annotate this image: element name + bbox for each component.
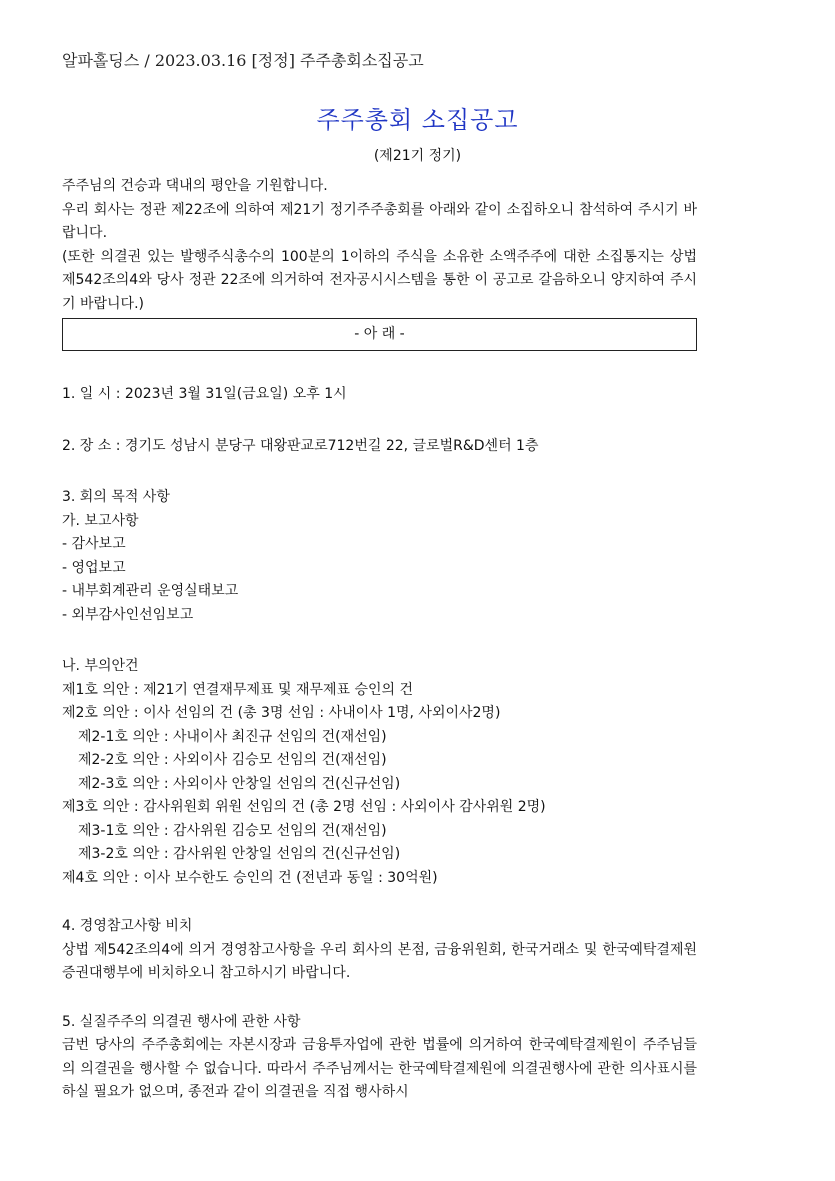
intro-notice: (또한 의결권 있는 발행주식총수의 100분의 1이하의 주식을 소유한 소액주주에 대한 소집통지는 상법 제542조의4와 당사 정관 22조에 의거하여 전자공시시스템을 통한 이 공고로 갈음하오니 양지하여 주시기 바랍니다.)	[62, 248, 697, 312]
page-title: 주주총회 소집공고	[316, 106, 519, 134]
section-heading: 4. 경영참고사항 비치	[62, 918, 193, 934]
meeting-location: 2. 장 소 : 경기도 성남시 분당구 대왕판교로712번길 22, 글로벌R&D센터 1층	[62, 437, 539, 454]
section-heading: 5. 실질주주의 의결권 행사에 관한 사항	[62, 1013, 301, 1030]
subsection-heading: 나. 부의안건	[62, 658, 139, 674]
agenda-subitem: 제3-1호 의안 : 감사위원 김승모 선임의 건(재선임)	[78, 822, 387, 839]
list-item: - 감사보고	[62, 536, 126, 552]
document-header: 알파홀딩스 / 2023.03.16 [정정] 주주총회소집공고	[62, 51, 424, 70]
intro-paragraph: 우리 회사는 정관 제22조에 의하여 제21기 정기주주총회를 아래와 같이 소집하오니 참석하여 주시기 바랍니다.	[62, 201, 697, 241]
page-subtitle: (제21기 정기)	[373, 148, 462, 164]
agenda-subitem: 제2-3호 의안 : 사외이사 안창일 선임의 건(신규선임)	[78, 775, 401, 792]
meeting-datetime: 1. 일 시 : 2023년 3월 31일(금요일) 오후 1시	[62, 386, 347, 402]
agenda-item: 제1호 의안 : 제21기 연결재무제표 및 재무제표 승인의 건	[62, 681, 414, 698]
list-item: - 내부회계관리 운영실태보고	[62, 583, 239, 599]
section-heading: 3. 회의 목적 사항	[62, 489, 170, 505]
list-item: - 영업보고	[62, 559, 126, 576]
agenda-item: 제2호 의안 : 이사 선임의 건 (총 3명 선임 : 사내이사 1명, 사외이사2명)	[62, 705, 501, 721]
agenda-item: 제4호 의안 : 이사 보수한도 승인의 건 (전년과 동일 : 30억원)	[62, 869, 438, 886]
agenda-subitem: 제2-1호 의안 : 사내이사 최진규 선임의 건(재선임)	[78, 728, 387, 745]
agenda-subitem: 제2-2호 의안 : 사외이사 김승모 선임의 건(재선임)	[78, 752, 387, 768]
section-body: 상법 제542조의4에 의거 경영참고사항을 우리 회사의 본점, 금융위원회, 한국거래소 및 한국예탁결제원 증권대행부에 비치하오니 참고하시기 바랍니다.	[62, 941, 697, 981]
section-body: 금번 당사의 주주총회에는 자본시장과 금융투자업에 관한 법률에 의거하여 한국예탁결제원이 주주님들의 의결권을 행사할 수 없습니다. 따라서 주주님께서는 한국예탁결제원에 의결권행사에 관한 의사표시를 하실 필요가 없으며, 종전과 같이 의결권을 직접 행사하시	[62, 1037, 697, 1100]
list-item: - 외부감사인선임보고	[62, 606, 194, 623]
intro-greeting: 주주님의 건승과 댁내의 평안을 기원합니다.	[62, 178, 328, 194]
subsection-heading: 가. 보고사항	[62, 512, 139, 529]
agenda-item: 제3호 의안 : 감사위원회 위원 선임의 건 (총 2명 선임 : 사외이사 감사위원 2명)	[62, 799, 546, 815]
details-box: - 아 래 -	[62, 318, 697, 351]
document-body	[62, 175, 697, 1105]
agenda-subitem: 제3-2호 의안 : 감사위원 안창일 선임의 건(신규선임)	[78, 846, 401, 862]
